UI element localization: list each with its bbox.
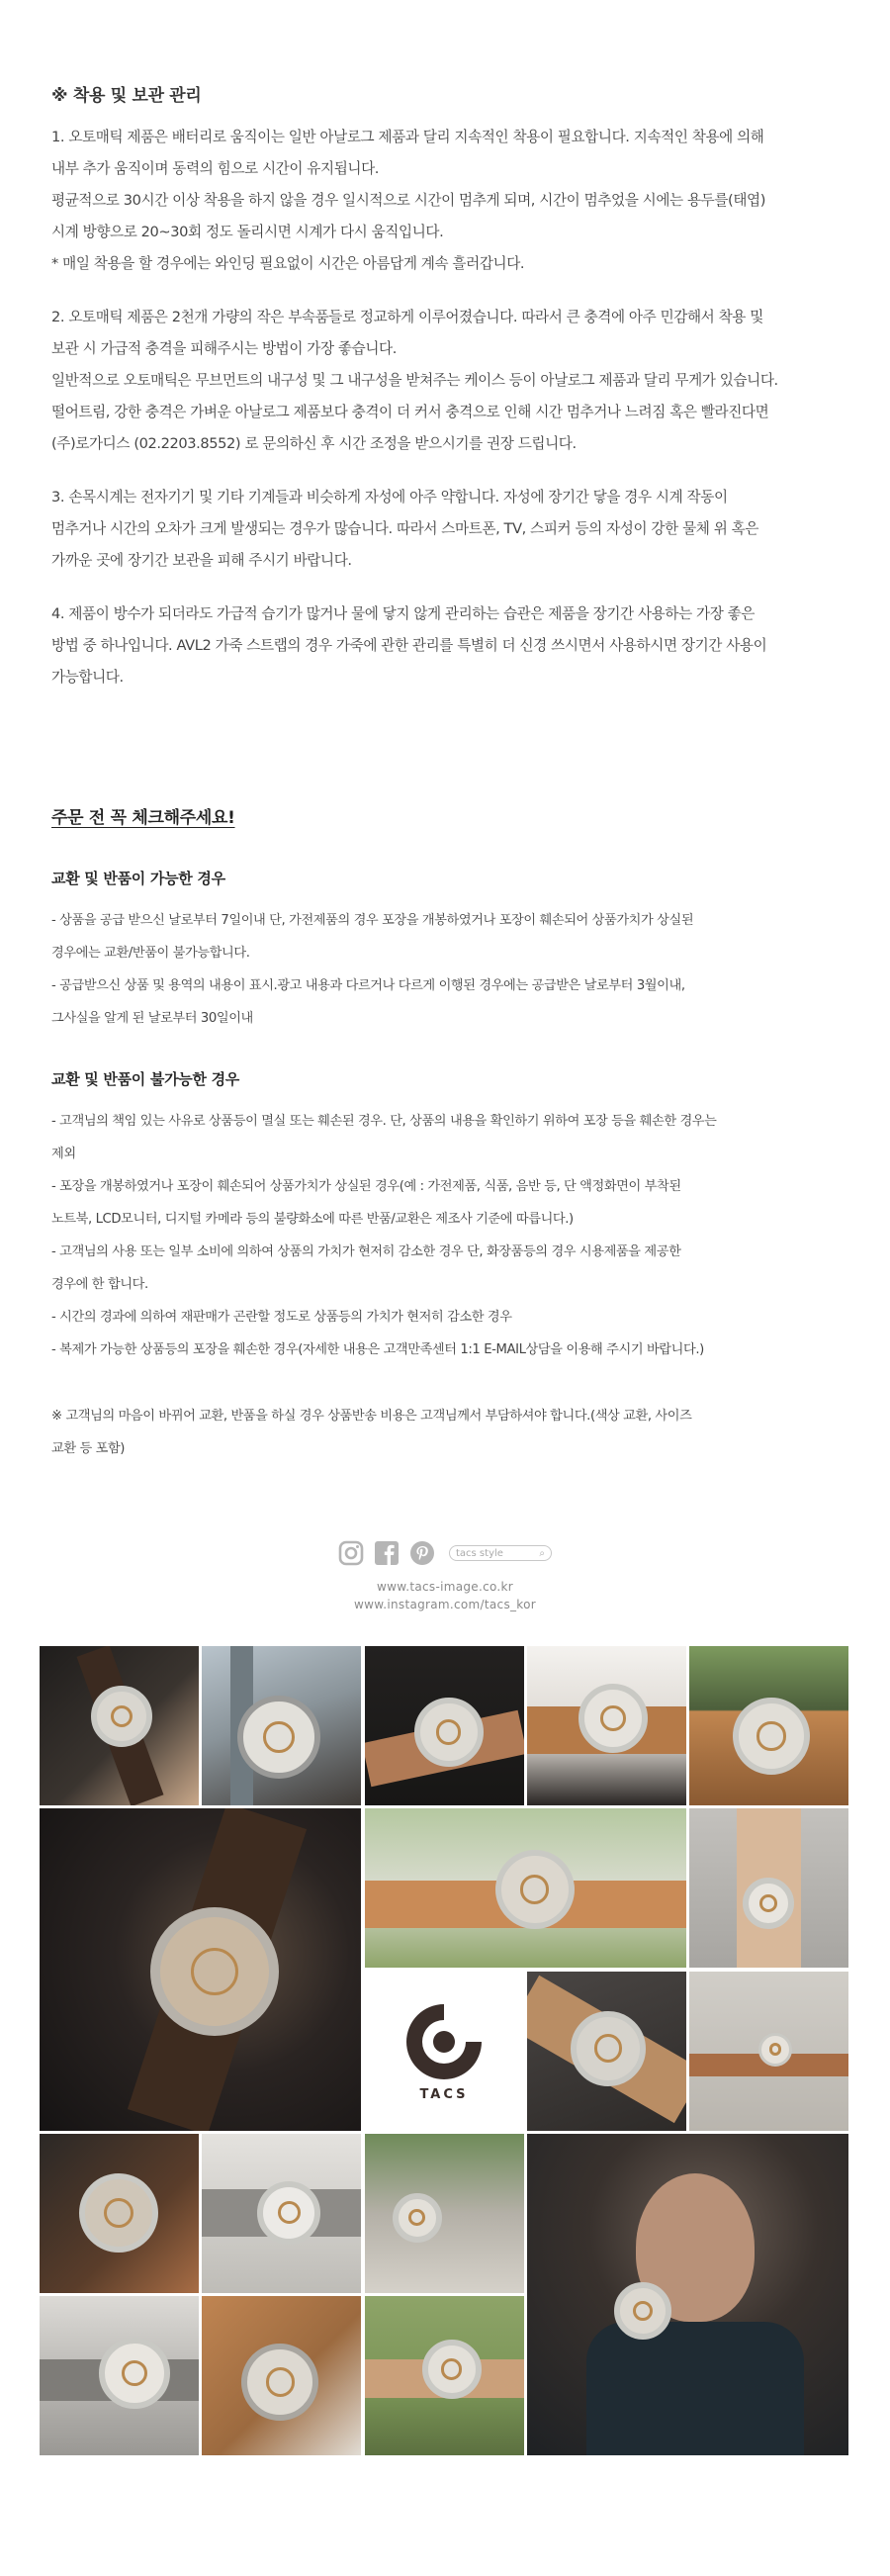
care-line: 보관 시 가급적 충격을 피해주시는 방법이 가장 좋습니다. <box>51 340 397 357</box>
exchange-rule-line: 제외 <box>51 1147 76 1161</box>
notice-line: ※ 고객님의 마음이 바뀌어 교환, 반품을 하실 경우 상품반송 비용은 고객님께서 부담하셔야 합니다.(색상 교환, 사이즈 <box>51 1409 692 1424</box>
exchange-rule-line: - 포장을 개봉하였거나 포장이 훼손되어 상품가치가 상실된 경우(예 : 가전제품, 식품, 음반 등, 단 액정화면이 부착된 <box>51 1179 681 1194</box>
pinterest-icon[interactable] <box>409 1540 435 1566</box>
care-paragraphs <box>51 122 862 693</box>
gallery-photo <box>365 2296 524 2455</box>
tacs-style-search[interactable] <box>449 1545 552 1561</box>
care-line: 가까운 곳에 장기간 보관을 피해 주시기 바랍니다. <box>51 552 352 569</box>
care-line: 가능합니다. <box>51 669 124 686</box>
exchange-impossible-title: 교환 및 반품이 불가능한 경우 <box>51 1070 239 1088</box>
gallery-photo <box>689 1808 848 1968</box>
care-line: * 매일 착용을 할 경우에는 와인딩 필요없이 시간은 아름답게 계속 흘러갑니다. <box>51 255 525 272</box>
gallery-photo <box>689 1972 848 2131</box>
notice-line: 교환 등 포함) <box>51 1441 126 1456</box>
exchange-impossible-block <box>51 1068 862 1366</box>
instagram-url[interactable]: www.instagram.com/tacs_kor <box>354 1598 536 1611</box>
gallery-photo <box>689 1646 848 1805</box>
care-line: 떨어트림, 강한 충격은 가벼운 아날로그 제품보다 충격이 더 커서 충격으로 인해 시간 멈추거나 느려짐 혹은 빨라진다면 <box>51 404 769 420</box>
exchange-rule-line: 경우에 한 합니다. <box>51 1277 148 1292</box>
exchange-rule-line: - 상품을 공급 받으신 날로부터 7일이내 단, 가전제품의 경우 포장을 개봉하였거나 포장이 훼손되어 상품가치가 상실된 <box>51 913 694 928</box>
exchange-possible-block <box>51 868 862 1035</box>
checklist-section <box>51 803 862 1465</box>
facebook-icon[interactable] <box>374 1540 400 1566</box>
gallery-photo-portrait <box>527 2134 848 2455</box>
care-paragraph <box>51 302 862 460</box>
care-line: 3. 손목시계는 전자기기 및 기타 기계들과 비슷하게 자성에 아주 약합니다. 자성에 장기간 닿을 경우 시계 작동이 <box>51 489 728 506</box>
exchange-rule-line: - 공급받으신 상품 및 용역의 내용이 표시.광고 내용과 다르거나 다르게 이행된 경우에는 공급받은 날로부터 3월이내, <box>51 978 685 993</box>
care-line: 일반적으로 오토매틱은 무브먼트의 내구성 및 그 내구성을 받쳐주는 케이스 등이 아날로그 제품과 달리 무게가 있습니다. <box>51 372 778 389</box>
exchange-rule-line: 경우에는 교환/반품이 불가능합니다. <box>51 946 250 961</box>
exchange-rule-line: - 시간의 경과에 의하여 재판매가 곤란할 정도로 상품등의 가치가 현저히 감소한 경우 <box>51 1310 512 1325</box>
gallery-photo <box>527 1972 686 2131</box>
exchange-possible-lines <box>51 904 862 1035</box>
exchange-rule-line: 그사실을 알게 된 날로부터 30일이내 <box>51 1011 253 1026</box>
care-section <box>51 81 862 715</box>
care-line: 시계 방향으로 20~30회 정도 돌리시면 시계가 다시 움직입니다. <box>51 224 444 240</box>
care-title: ※ 착용 및 보관 관리 <box>51 86 202 106</box>
gallery-photo <box>365 1646 524 1805</box>
care-paragraph <box>51 122 862 280</box>
tacs-style-label: tacs style <box>456 1547 503 1559</box>
exchange-rule-line: - 복제가 가능한 상품등의 포장을 훼손한 경우(자세한 내용은 고객만족센터 1:1 E-MAIL상담을 이용해 주시기 바랍니다.) <box>51 1342 704 1357</box>
return-cost-notice <box>51 1400 862 1465</box>
care-line: 평균적으로 30시간 이상 착용을 하지 않을 경우 일시적으로 시간이 멈추게 되며, 시간이 멈추었을 시에는 용두를(태엽) <box>51 192 766 209</box>
gallery-photo <box>202 2296 361 2455</box>
exchange-impossible-lines <box>51 1105 862 1366</box>
tacs-logo-text: TACS <box>419 2086 469 2102</box>
gallery-photo <box>202 2134 361 2293</box>
gallery-photo <box>527 1646 686 1805</box>
care-line: 2. 오토매틱 제품은 2천개 가량의 작은 부속품들로 정교하게 이루어졌습니다. 따라서 큰 충격에 아주 민감해서 착용 및 <box>51 309 763 325</box>
care-line: 4. 제품이 방수가 되더라도 가급적 습기가 많거나 물에 닿지 않게 관리하는 습관은 제품을 장기간 사용하는 가장 좋은 <box>51 605 756 622</box>
lookbook-gallery <box>40 1646 850 2459</box>
gallery-photo-wide <box>365 1808 686 1968</box>
care-line: 1. 오토매틱 제품은 배터리로 움직이는 일반 아날로그 제품과 달리 지속적인 착용이 필요합니다. 지속적인 착용에 의해 <box>51 129 764 145</box>
gallery-photo-large <box>40 1808 361 2130</box>
gallery-photo <box>40 2296 199 2455</box>
search-icon: ⌕ <box>539 1547 545 1559</box>
care-line: 방법 중 하나입니다. AVL2 가죽 스트랩의 경우 가죽에 관한 관리를 특별히 더 신경 쓰시면서 사용하시면 장기간 사용이 <box>51 637 767 654</box>
exchange-rule-line: - 고객님의 책임 있는 사유로 상품등이 멸실 또는 훼손된 경우. 단, 상품의 내용을 확인하기 위하여 포장 등을 훼손한 경우는 <box>51 1114 717 1129</box>
checklist-title: 주문 전 꼭 체크해주세요! <box>51 808 235 828</box>
tacs-logo-tile <box>365 1972 524 2131</box>
instagram-icon[interactable] <box>338 1540 364 1566</box>
care-line: 내부 추가 움직이며 동력의 힘으로 시간이 유지됩니다. <box>51 160 380 177</box>
care-line: (주)로가디스 (02.2203.8552) 로 문의하신 후 시간 조정을 받으시기를 권장 드립니다. <box>51 435 577 452</box>
website-url[interactable]: www.tacs-image.co.kr <box>376 1580 513 1594</box>
care-paragraph <box>51 482 862 577</box>
gallery-photo <box>40 2134 199 2293</box>
tacs-logo-icon <box>402 2000 486 2083</box>
care-paragraph <box>51 598 862 693</box>
gallery-photo <box>365 2134 524 2293</box>
exchange-possible-title: 교환 및 반품이 가능한 경우 <box>51 870 225 887</box>
exchange-rule-line: 노트북, LCD모니터, 디지털 카메라 등의 불량화소에 따른 반품/교환은 제조사 기준에 따릅니다.) <box>51 1212 574 1227</box>
gallery-photo <box>40 1646 199 1805</box>
care-line: 멈추거나 시간의 오차가 크게 발생되는 경우가 많습니다. 따라서 스마트폰, TV, 스피커 등의 자성이 강한 물체 위 혹은 <box>51 520 759 537</box>
social-links <box>0 1538 890 1613</box>
gallery-photo <box>202 1646 361 1805</box>
exchange-rule-line: - 고객님의 사용 또는 일부 소비에 의하여 상품의 가치가 현저히 감소한 경우 단, 화장품등의 경우 시용제품을 제공한 <box>51 1244 681 1259</box>
social-icon-row <box>0 1538 890 1568</box>
social-urls <box>0 1578 890 1613</box>
